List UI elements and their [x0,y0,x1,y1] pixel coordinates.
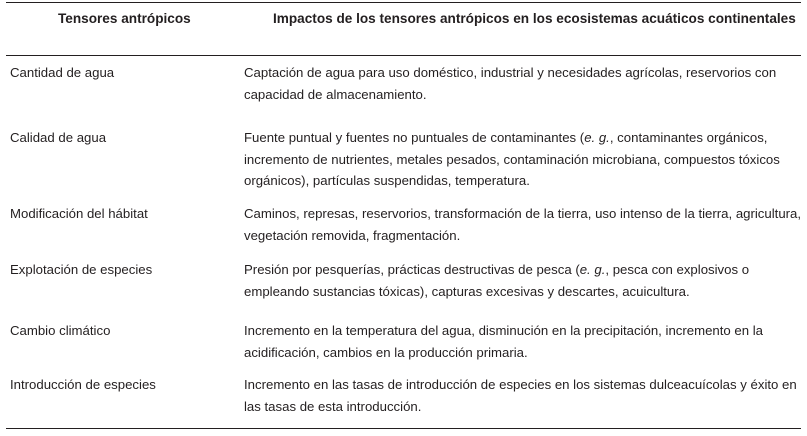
impact-line: capacidad de almacenamiento. [244,86,427,102]
tensor-cell: Modificación del hábitat [10,206,148,221]
impact-line: Fuente puntual y fuentes no puntuales de contaminantes (e. g., contaminantes orgánicos, [244,130,768,145]
impact-line: empleando sustancias tóxicas), capturas excesivas y descartes, acuicultura. [244,283,690,299]
tensor-cell: Cantidad de agua [10,65,115,80]
impact-line: orgánicos), partículas suspendidas, temperatura. [244,173,530,188]
impact-cell [244,127,800,192]
table-top-rule [6,2,801,3]
tensor-cell: Introducción de especies [10,377,156,392]
impact-line: acidificación, cambios en la producción primaria. [244,344,528,360]
impact-cell [244,62,800,105]
impact-cell [244,259,800,302]
impact-line: Caminos, represas, reservorios, transformación de la tierra, uso intenso de la tierra, agricultura, [244,206,802,221]
impact-line: Presión por pesquerías, prácticas destructivas de pesca (e. g., pesca con explosivos o [244,262,750,277]
tensor-cell: Cambio climático [10,323,111,338]
impact-line: las tasas de esta introducción. [244,398,422,414]
tensor-cell: Explotación de especies [10,262,153,277]
impact-line: incremento de nutrientes, metales pesados, contaminación microbiana, compuestos tóxicos [244,151,780,167]
impact-line: vegetación removida, fragmentación. [244,227,461,243]
impact-line: Incremento en las tasas de introducción de especies en los sistemas dulceacuícolas y éxito en [244,377,797,392]
table-bottom-rule [6,428,801,429]
tensor-cell: Calidad de agua [10,130,107,145]
impact-cell [244,374,800,417]
header-tensores: Tensores antrópicos [58,11,191,26]
header-impactos: Impactos de los tensores antrópicos en los ecosistemas acuáticos continentales [273,11,796,26]
impact-cell [244,203,800,246]
impact-line: Incremento en la temperatura del agua, disminución en la precipitación, incremento en la [244,323,764,338]
header-rule [6,55,801,56]
impact-line: Captación de agua para uso doméstico, industrial y necesidades agrícolas, reservorios con [244,65,777,80]
impact-cell [244,320,800,363]
